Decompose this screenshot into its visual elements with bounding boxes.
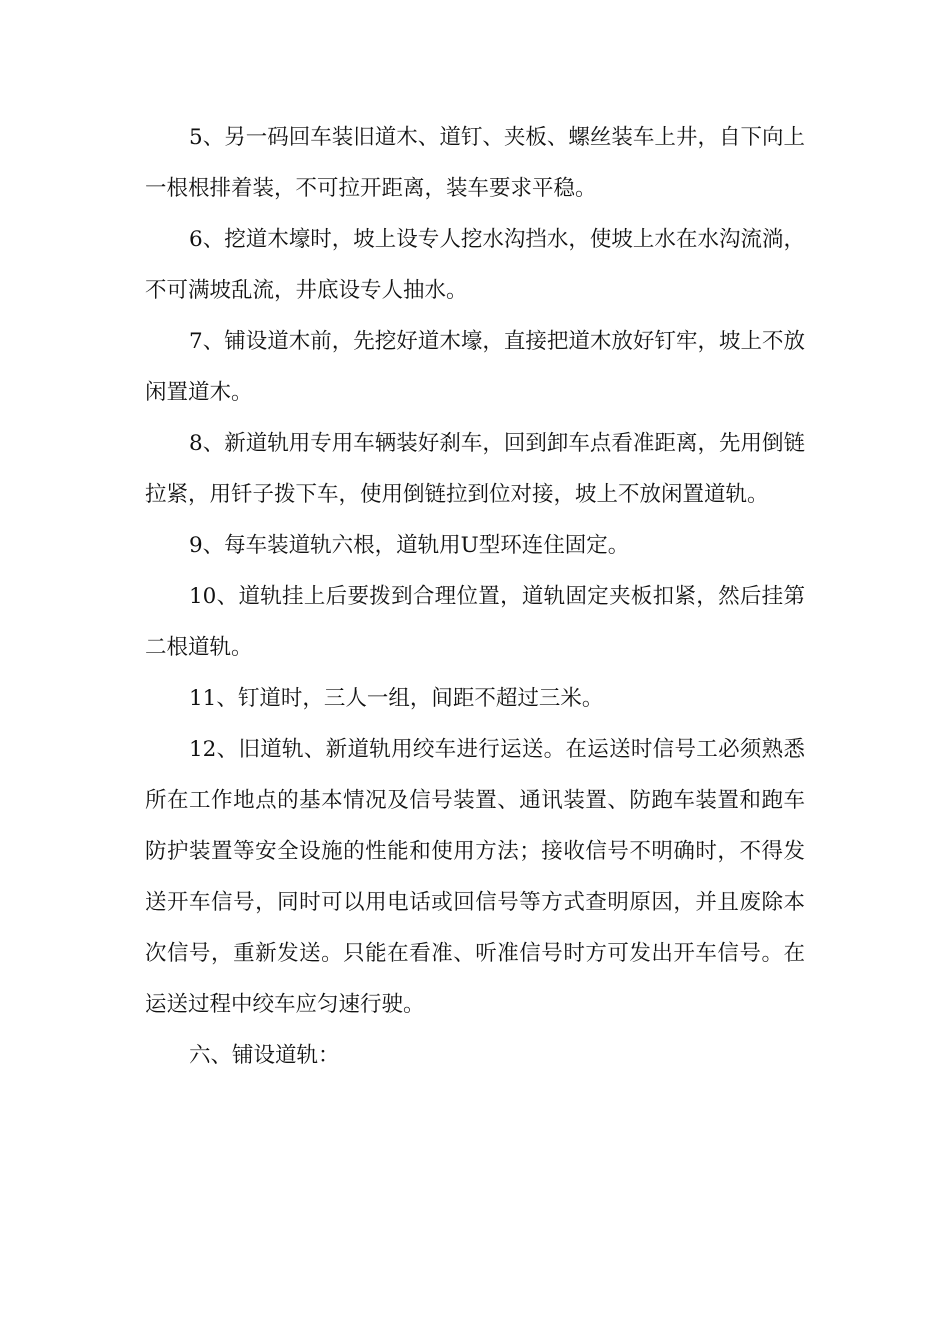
paragraph-item-8: 8、新道轨用专用车辆装好刹车，回到卸车点看准距离，先用倒链拉紧，用钎子拨下车，使用倒链拉到位对接，坡上不放闲置道轨。 (145, 431, 805, 507)
section-heading: 六、铺设道轨： (189, 1043, 340, 1068)
paragraph-item-6: 6、挖道木壕时，坡上设专人挖水沟挡水，使坡上水在水沟流淌，不可满坡乱流，井底设专人抽水。 (145, 227, 805, 303)
paragraph-item-9: 9、每车装道轨六根，道轨用U型环连住固定。 (189, 533, 630, 558)
paragraph-item-7: 7、铺设道木前，先挖好道木壕，直接把道木放好钉牢，坡上不放闲置道木。 (145, 329, 805, 405)
paragraph-item-10: 10、道轨挂上后要拨到合理位置，道轨固定夹板扣紧，然后挂第二根道轨。 (145, 584, 805, 660)
paragraph-item-11: 11、钉道时，三人一组，间距不超过三米。 (189, 686, 604, 711)
document-body (145, 112, 805, 1081)
paragraph-item-12: 12、旧道轨、新道轨用绞车进行运送。在运送时信号工必须熟悉所在工作地点的基本情况及信号装置、通讯装置、防跑车装置和跑车防护装置等安全设施的性能和使用方法；接收信号不明确时，不得发送开车信号，同时可以用电话或回信号等方式查明原因，并且废除本次信号，重新发送。只能在看准、听准信号时方可发出开车信号。在运送过程中绞车应匀速行驶。 (145, 737, 805, 1017)
paragraph-item-5: 5、另一码回车装旧道木、道钉、夹板、螺丝装车上井，自下向上一根根排着装，不可拉开距离，装车要求平稳。 (145, 125, 805, 201)
